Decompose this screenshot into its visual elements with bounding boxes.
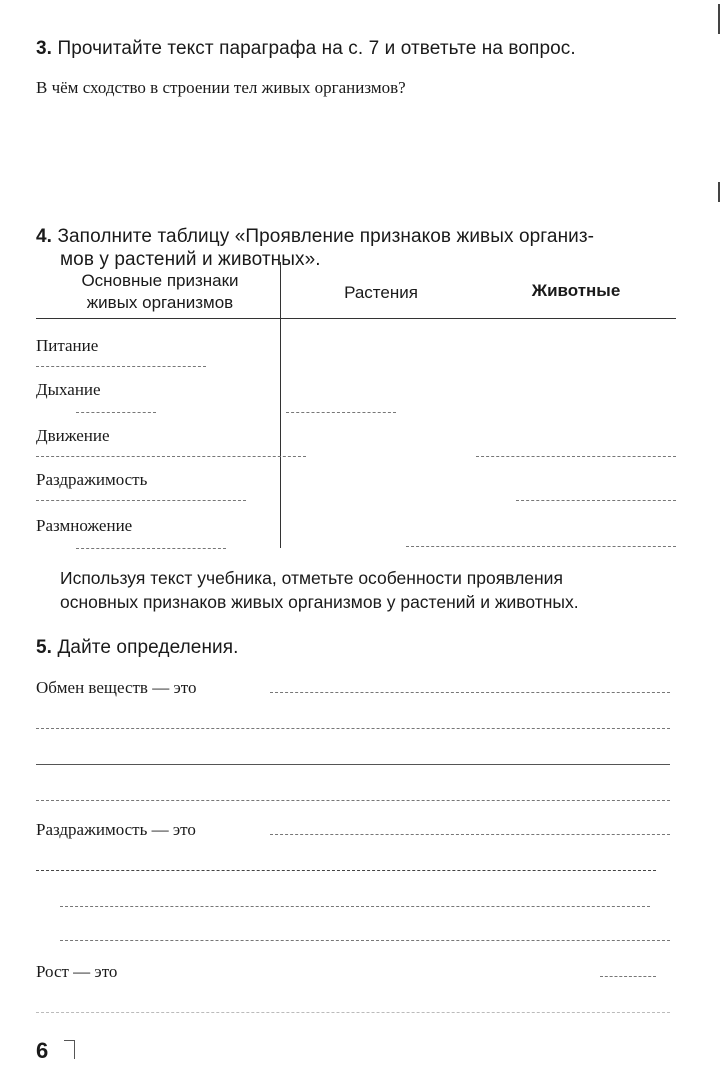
task4-heading-line1 — [36, 226, 594, 248]
answer-line — [270, 834, 670, 835]
page-edge-mark-top — [718, 4, 720, 34]
task4-prompt-line1: Заполните таблицу «Проявление признаков живых организ- — [57, 226, 595, 247]
table-header-plants: Растения — [344, 283, 418, 302]
table-writing-line — [36, 456, 306, 457]
answer-line — [60, 940, 670, 941]
table-writing-line — [406, 546, 676, 547]
answer-line — [36, 728, 670, 729]
table-header-signs-line2: живых организмов — [86, 293, 234, 312]
task3-question: В чём сходство в строении тел живых организмов? — [36, 78, 406, 97]
table-header-rule — [36, 318, 676, 319]
table-row-label: Размножение — [36, 516, 133, 535]
answer-line — [270, 692, 670, 693]
task5-number: 5. — [36, 637, 53, 658]
table-row-label: Дыхание — [36, 380, 101, 399]
signs-table — [36, 262, 676, 552]
corner-mark — [64, 1040, 75, 1059]
task3-heading — [36, 38, 576, 60]
table-writing-line — [76, 548, 226, 549]
task3-prompt: Прочитайте текст параграфа на с. 7 и ответьте на вопрос. — [57, 38, 576, 59]
task4-number: 4. — [36, 226, 53, 247]
answer-line — [36, 1012, 670, 1013]
task4-prompt-line2: мов у растений и животных». — [60, 249, 321, 270]
answer-line — [60, 906, 650, 907]
table-column-divider — [280, 262, 281, 548]
answer-line — [36, 800, 670, 801]
task5-prompt: Дайте определения. — [57, 637, 239, 658]
answer-line — [600, 976, 656, 977]
answer-line — [36, 764, 670, 765]
task5-heading — [36, 637, 239, 659]
table-header-animals: Животные — [531, 281, 621, 300]
table-writing-line — [76, 412, 156, 413]
table-writing-line — [516, 500, 676, 501]
definition-metabolism: Обмен веществ — это — [36, 678, 197, 697]
table-writing-line — [36, 500, 246, 501]
table-row-label: Питание — [36, 336, 99, 355]
table-row-label: Раздражимость — [36, 470, 148, 489]
task4-instruction — [60, 566, 579, 614]
table-writing-line — [286, 412, 396, 413]
answer-line — [36, 870, 656, 871]
task3-number: 3. — [36, 38, 53, 59]
task4-instruction-line2: основных признаков живых организмов у растений и животных. — [60, 592, 579, 612]
table-header-signs-line1: Основные признаки — [81, 271, 239, 290]
table-writing-line — [36, 366, 206, 367]
page-edge-mark-mid — [718, 182, 720, 202]
page-number: 6 — [36, 1038, 49, 1063]
task4-instruction-line1: Используя текст учебника, отметьте особенности проявления — [60, 568, 563, 588]
definition-growth: Рост — это — [36, 962, 118, 981]
table-writing-line — [476, 456, 676, 457]
table-header-signs — [50, 270, 270, 314]
definition-irritability: Раздражимость — это — [36, 820, 196, 839]
table-row-label: Движение — [36, 426, 110, 445]
